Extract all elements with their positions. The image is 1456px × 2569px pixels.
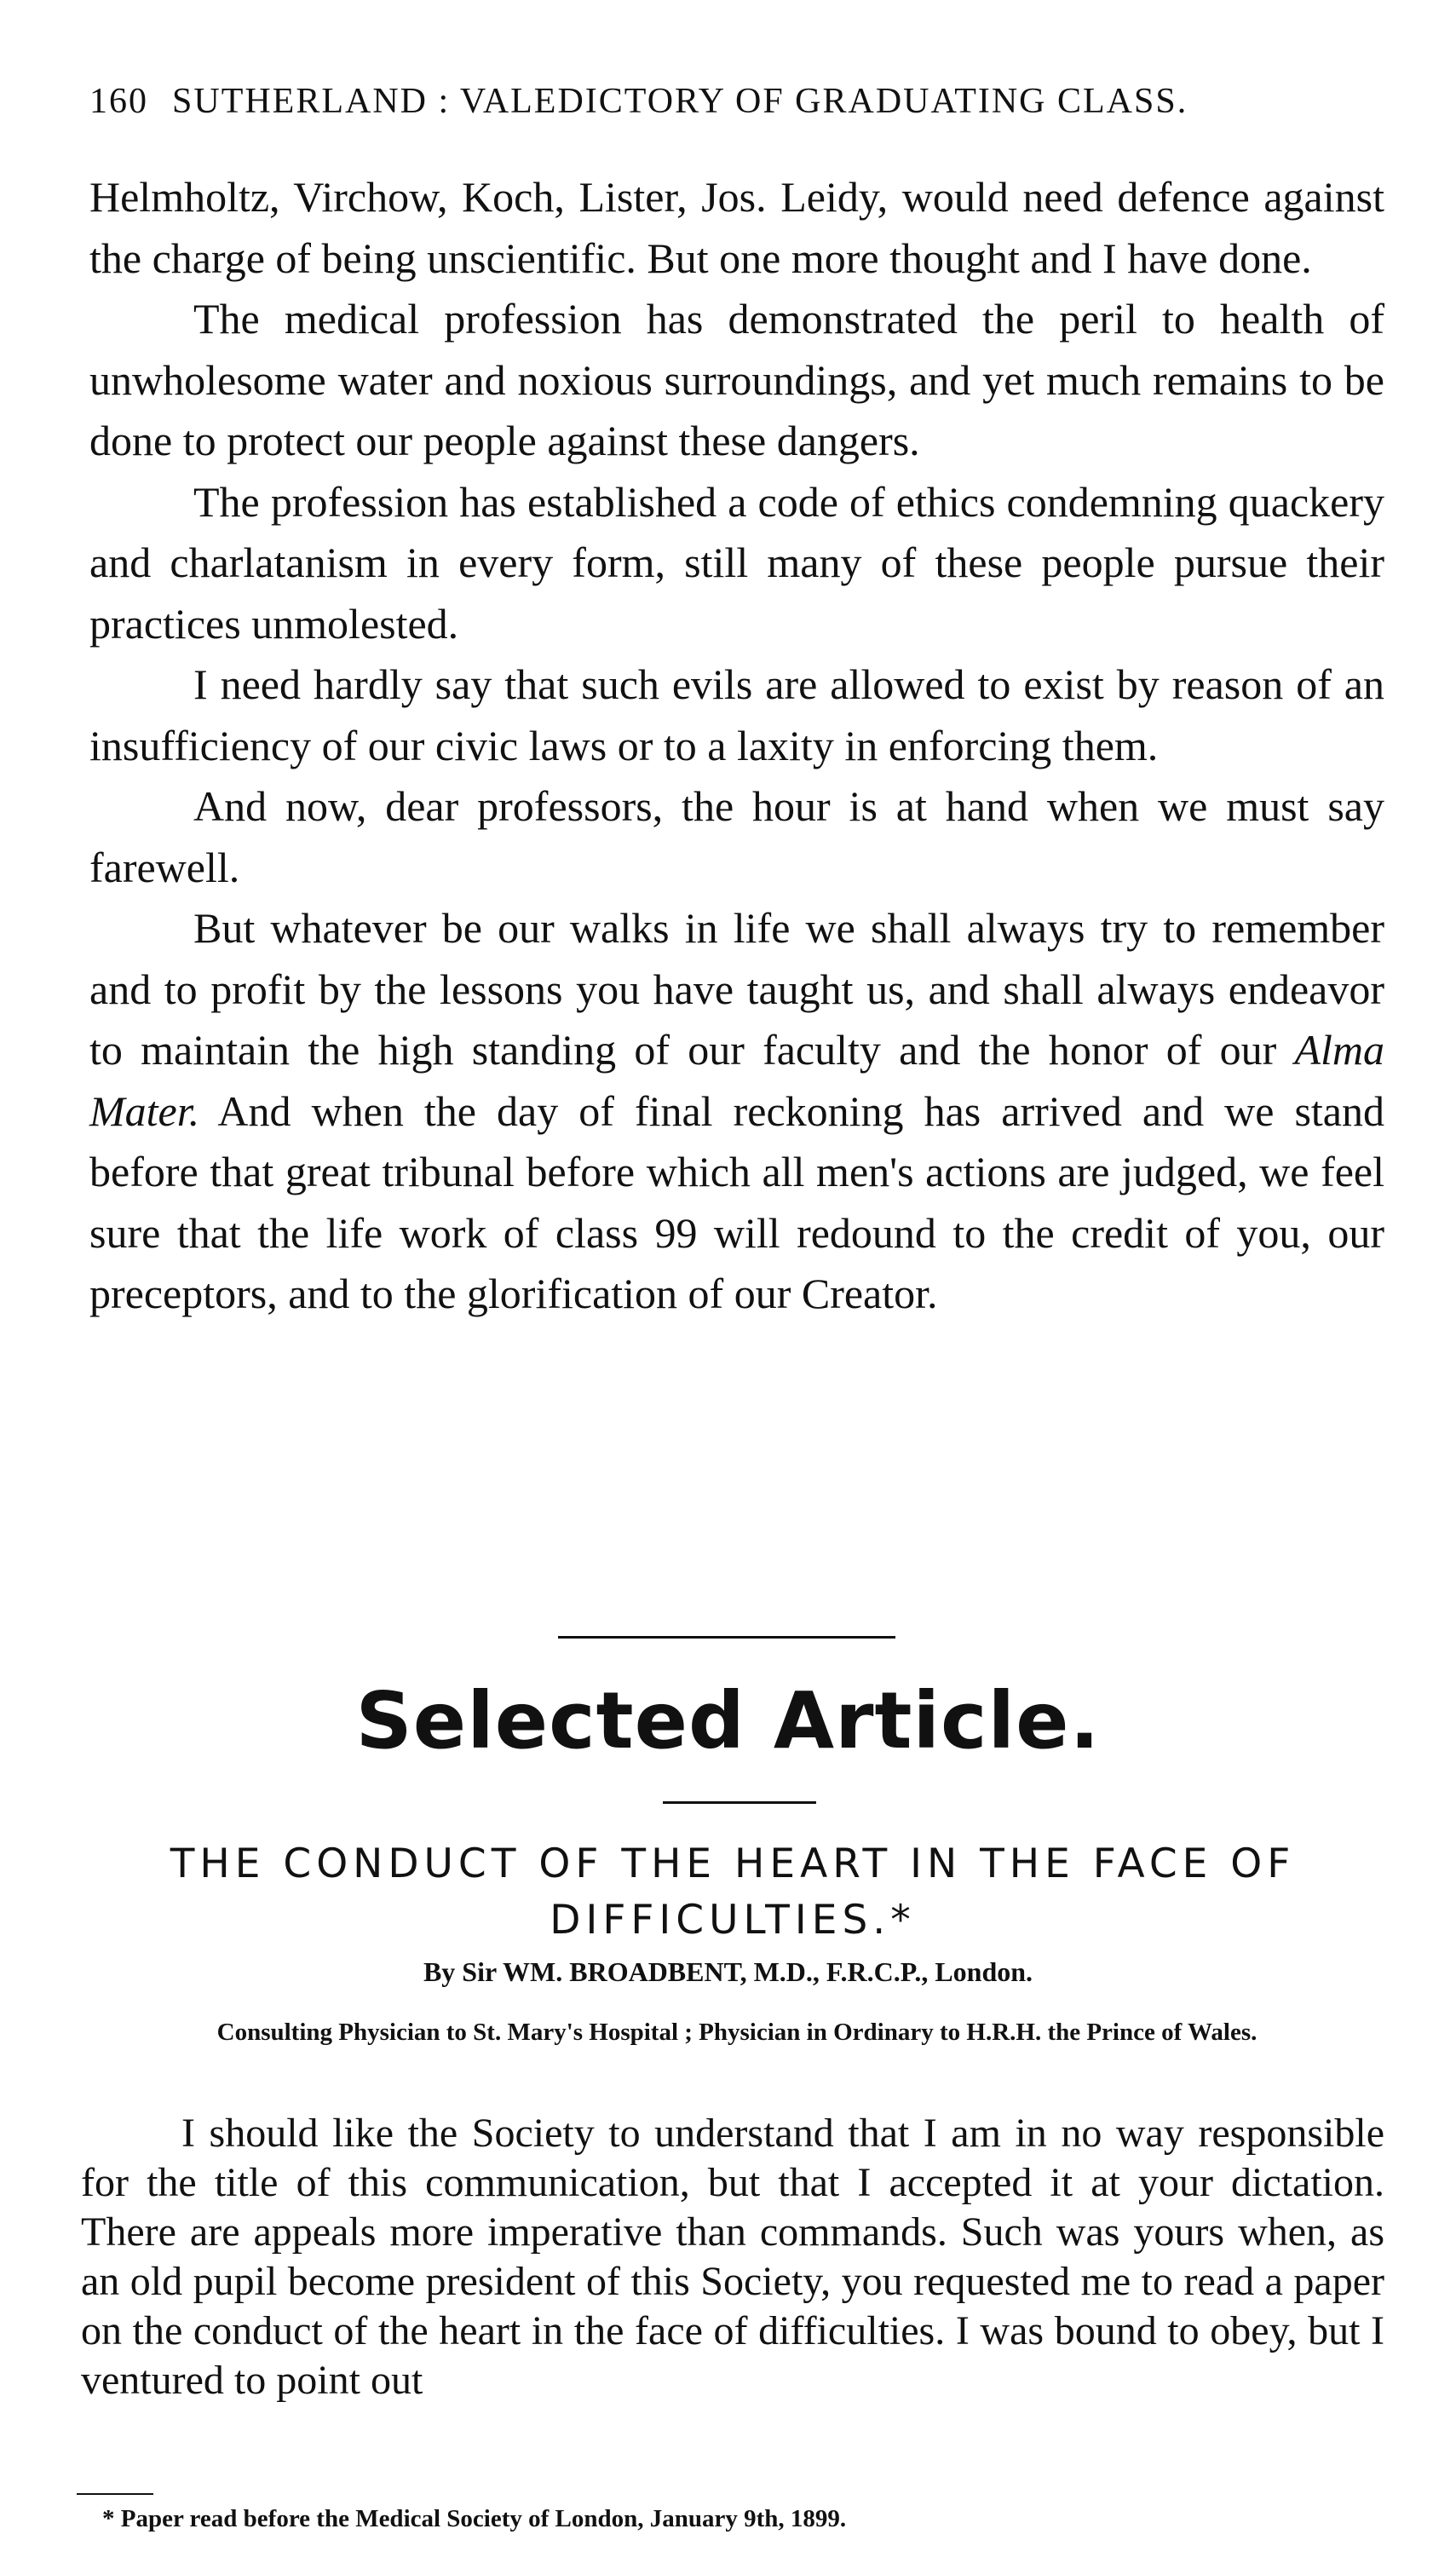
section-divider xyxy=(558,1636,895,1639)
footnote-rule xyxy=(77,2493,153,2495)
article-title: THE CONDUCT OF THE HEART IN THE FACE OF DIFFICULTIES.* xyxy=(170,1840,1296,1944)
text-span: But whatever be our walks in life we shall always try to remember and to profit by the lessons you have taught us, and shall always endeavor to maintain the high standing of our faculty and the honor of our xyxy=(89,904,1384,1074)
paragraph: I should like the Society to understand that I am in no way responsible for the title of this communication, but that I accepted it at your dictation. There are appeals more imperative than commands. Such was yours when, as an old pupil become president of this Society, you requested me to read a paper on the conduct of the heart in the face of difficulties. I was bound to obey, but I ventured to point out xyxy=(81,2111,1384,2403)
article-byline: By Sir WM. BROADBENT, M.D., F.R.C.P., London. xyxy=(423,1956,1033,1987)
alma-mater-italic: Alma Mater. xyxy=(89,1026,1384,1135)
title-divider xyxy=(663,1801,816,1804)
paragraph: The profession has established a code of ethics condemning quackery and charlatanism in every form, still many of these people pursue their practices unmolested. xyxy=(89,477,1384,648)
article-body xyxy=(81,2109,1384,2405)
paragraph: And now, dear professors, the hour is at hand when we must say farewell. xyxy=(89,782,1384,891)
section-title: Selected Article. xyxy=(355,1675,1101,1766)
paragraph: The medical profession has demonstrated the peril to health of unwholesome water and noxious surroundings, and yet much remains to be done to protect our people against these dangers. xyxy=(89,295,1384,464)
running-head-title: SUTHERLAND : VALEDICTORY OF GRADUATING CLASS. xyxy=(172,82,1188,121)
text-span: And when the day of final reckoning has arrived and we stand before that great tribunal before which all men's actions are judged, we feel sure that the life work of class 99 will redound to the credit of you, our preceptors, and to the glorification of our Creator. xyxy=(89,1086,1384,1317)
page-number: 160 xyxy=(89,82,148,121)
paragraph: Helmholtz, Virchow, Koch, Lister, Jos. Leidy, would need defence against the charge of being unscientific. But one more thought and I have done. xyxy=(89,173,1384,282)
footnote: * Paper read before the Medical Society of London, January 9th, 1899. xyxy=(102,2505,847,2532)
valedictory-text xyxy=(89,167,1384,1325)
paragraph-closing xyxy=(89,898,1384,1325)
paragraph: I need hardly say that such evils are allowed to exist by reason of an insufficiency of our civic laws or to a laxity in enforcing them. xyxy=(89,660,1384,769)
running-head xyxy=(89,81,1384,122)
author-affiliation: Consulting Physician to St. Mary's Hospital ; Physician in Ordinary to H.R.H. the Prince of Wales. xyxy=(216,2019,1257,2046)
